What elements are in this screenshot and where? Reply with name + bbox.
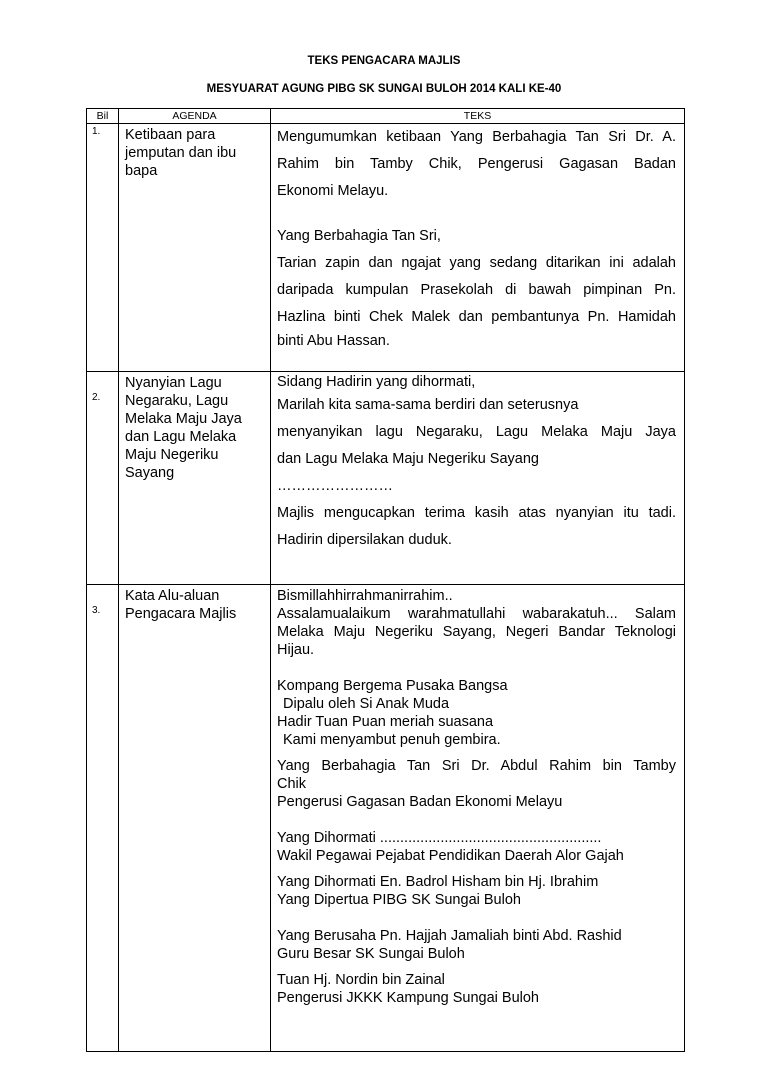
teks-line: Hijau.	[277, 642, 315, 658]
teks-cell	[271, 124, 685, 372]
agenda-line: Melaka Maju Jaya	[125, 411, 242, 427]
agenda-line: Ketibaan para	[125, 127, 216, 143]
teks-line: ……………………	[277, 478, 393, 494]
teks-line: dan Lagu Melaka Maju Negeriku Sayang	[277, 451, 539, 467]
table-header-row	[87, 109, 685, 124]
teks-line: binti Abu Hassan.	[277, 333, 390, 349]
agenda-line: Maju Negeriku	[125, 447, 219, 463]
table-row	[87, 585, 685, 1052]
teks-line: Dipalu oleh Si Anak Muda	[283, 696, 450, 712]
teks-line: Hadir Tuan Puan meriah suasana	[277, 714, 494, 730]
teks-line: Yang Dihormati En. Badrol Hisham bin Hj. Ibrahim	[277, 874, 599, 890]
teks-cell	[271, 372, 685, 585]
teks-line: menyanyikan lagu Negaraku, Lagu Melaka Maju Jaya	[277, 424, 676, 440]
teks-line: Kami menyambut penuh gembira.	[283, 732, 501, 748]
agenda-line: Negaraku, Lagu	[125, 393, 229, 409]
agenda-cell	[119, 585, 271, 1052]
teks-line: Rahim bin Tamby Chik, Pengerusi Gagasan Badan	[277, 156, 676, 172]
agenda-line: Nyanyian Lagu	[125, 375, 222, 391]
header-agenda: AGENDA	[119, 109, 271, 124]
teks-line: Ekonomi Melayu.	[277, 183, 389, 199]
teks-line: Wakil Pegawai Pejabat Pendidikan Daerah Alor Gajah	[277, 848, 624, 864]
teks-line: Sidang Hadirin yang dihormati,	[277, 374, 476, 390]
row-number: 1.	[87, 124, 119, 372]
table-row	[87, 372, 685, 585]
teks-line: Yang Berbahagia Tan Sri,	[277, 228, 441, 244]
teks-line: Guru Besar SK Sungai Buloh	[277, 946, 465, 962]
agenda-line: Kata Alu-aluan	[125, 588, 220, 604]
teks-line: Yang Dipertua PIBG SK Sungai Buloh	[277, 892, 521, 908]
row-number: 2.	[87, 372, 119, 585]
teks-line: Pengerusi JKKK Kampung Sungai Buloh	[277, 990, 539, 1006]
agenda-line: jemputan dan ibu	[125, 145, 237, 161]
teks-line: Yang Berbahagia Tan Sri Dr. Abdul Rahim bin Tamby	[277, 758, 676, 774]
row-number: 3.	[87, 585, 119, 1052]
teks-line: Yang Berusaha Pn. Hajjah Jamaliah binti Abd. Rashid	[277, 928, 622, 944]
teks-line: Majlis mengucapkan terima kasih atas nyanyian itu tadi.	[277, 505, 676, 521]
teks-line: Hazlina binti Chek Malek dan pembantunya Pn. Hamidah	[277, 309, 676, 325]
teks-line: Kompang Bergema Pusaka Bangsa	[277, 678, 508, 694]
teks-cell	[271, 585, 685, 1052]
agenda-cell	[119, 372, 271, 585]
teks-line: Tarian zapin dan ngajat yang sedang ditarikan ini adalah	[277, 255, 676, 271]
teks-line: Mengumumkan ketibaan Yang Berbahagia Tan Sri Dr. A.	[277, 129, 676, 145]
document-subtitle: MESYUARAT AGUNG PIBG SK SUNGAI BULOH 2014 KALI KE-40	[206, 83, 562, 95]
agenda-line: Sayang	[125, 465, 175, 481]
teks-line: Hadirin dipersilakan duduk.	[277, 532, 452, 548]
table-row	[87, 124, 685, 372]
agenda-line: Pengacara Majlis	[125, 606, 237, 622]
teks-line: Tuan Hj. Nordin bin Zainal	[277, 972, 445, 988]
teks-line: Assalamualaikum warahmatullahi wabarakatuh... Salam	[277, 606, 676, 622]
agenda-table	[86, 108, 685, 1052]
teks-line: Yang Dihormati .......................................................	[277, 830, 602, 846]
teks-line: Chik	[277, 776, 307, 792]
document-title: TEKS PENGACARA MAJLIS	[307, 55, 461, 67]
agenda-cell	[119, 124, 271, 372]
teks-line: daripada kumpulan Prasekolah di bawah pimpinan Pn.	[277, 282, 676, 298]
teks-line: Melaka Maju Negeriku Sayang, Negeri Bandar Teknologi	[277, 624, 676, 640]
agenda-line: bapa	[125, 163, 158, 179]
teks-line: Marilah kita sama-sama berdiri dan seterusnya	[277, 397, 579, 413]
header-bil: Bil	[87, 109, 119, 124]
teks-line: Bismillahhirrahmanirrahim..	[277, 588, 453, 604]
agenda-line: dan Lagu Melaka	[125, 429, 237, 445]
header-teks: TEKS	[271, 109, 685, 124]
teks-line: Pengerusi Gagasan Badan Ekonomi Melayu	[277, 794, 563, 810]
